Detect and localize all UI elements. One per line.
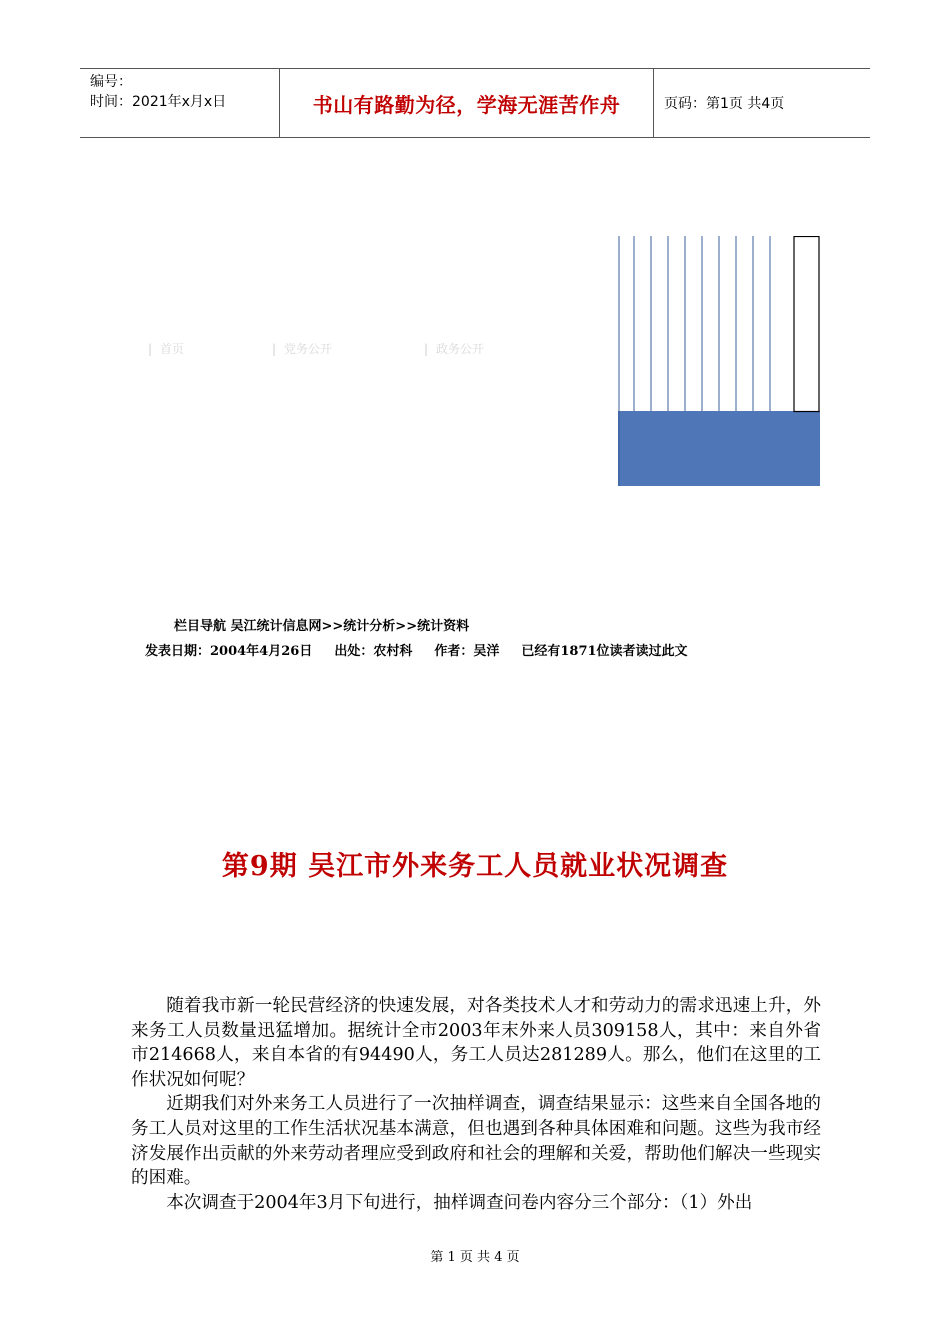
breadcrumb: 栏目导航 吴江统计信息网>>统计分析>>统计资料 bbox=[174, 619, 470, 634]
header-info-cell bbox=[80, 69, 280, 137]
header-motto: 书山有路勤为径，学海无涯苦作舟 bbox=[280, 69, 654, 137]
article-title: 第9期 吴江市外来务工人员就业状况调查 bbox=[221, 851, 729, 882]
body-paragraph: 近期我们对外来务工人员进行了一次抽样调查，调查结果显示：这些来自全国各地的务工人员对这里的工作生活状况基本满意，但也遇到各种具体困难和问题。这些为我市经济发展作出贡献的外来劳动者理应受到政府和社会的理解和关爱，帮助他们解决一些现实的困难。 bbox=[131, 1094, 821, 1189]
meta-author: 作者：吴洋 bbox=[434, 644, 500, 659]
deco-blue-block bbox=[618, 411, 820, 486]
decorative-striped-graphic bbox=[618, 236, 820, 486]
deco-outlined-box bbox=[794, 237, 819, 412]
document-header bbox=[80, 68, 870, 138]
header-number-label: 编号： bbox=[90, 74, 132, 90]
header-page-info: 页码：第1页 共4页 bbox=[664, 96, 785, 112]
faint-nav-item-home: | 首页 bbox=[148, 342, 185, 356]
faint-nav-item-gov: | 政务公开 bbox=[424, 342, 485, 356]
article-meta bbox=[145, 640, 710, 659]
body-paragraph: 本次调查于2004年3月下旬进行，抽样调查问卷内容分三个部分：（1）外出 bbox=[166, 1192, 753, 1213]
meta-date: 发表日期：2004年4月26日 bbox=[145, 644, 313, 659]
meta-readers: 已经有1871位读者读过此文 bbox=[521, 644, 688, 659]
article-body bbox=[131, 994, 821, 1215]
body-paragraph: 随着我市新一轮民营经济的快速发展，对各类技术人才和劳动力的需求迅速上升，外来务工人员数量迅猛增加。据统计全市2003年末外来人员309158人，其中：来自外省市214668人，来自本省的有94490人，务工人员达281289人。那么，他们在这里的工作状况如何呢？ bbox=[131, 996, 821, 1090]
faint-nav-item-party: | 党务公开 bbox=[272, 342, 333, 356]
meta-source: 出处：农村科 bbox=[334, 644, 413, 659]
header-time-label: 时间：2021年x月x日 bbox=[90, 94, 227, 110]
page-footer: 第 1 页 共 4 页 bbox=[430, 1250, 520, 1265]
